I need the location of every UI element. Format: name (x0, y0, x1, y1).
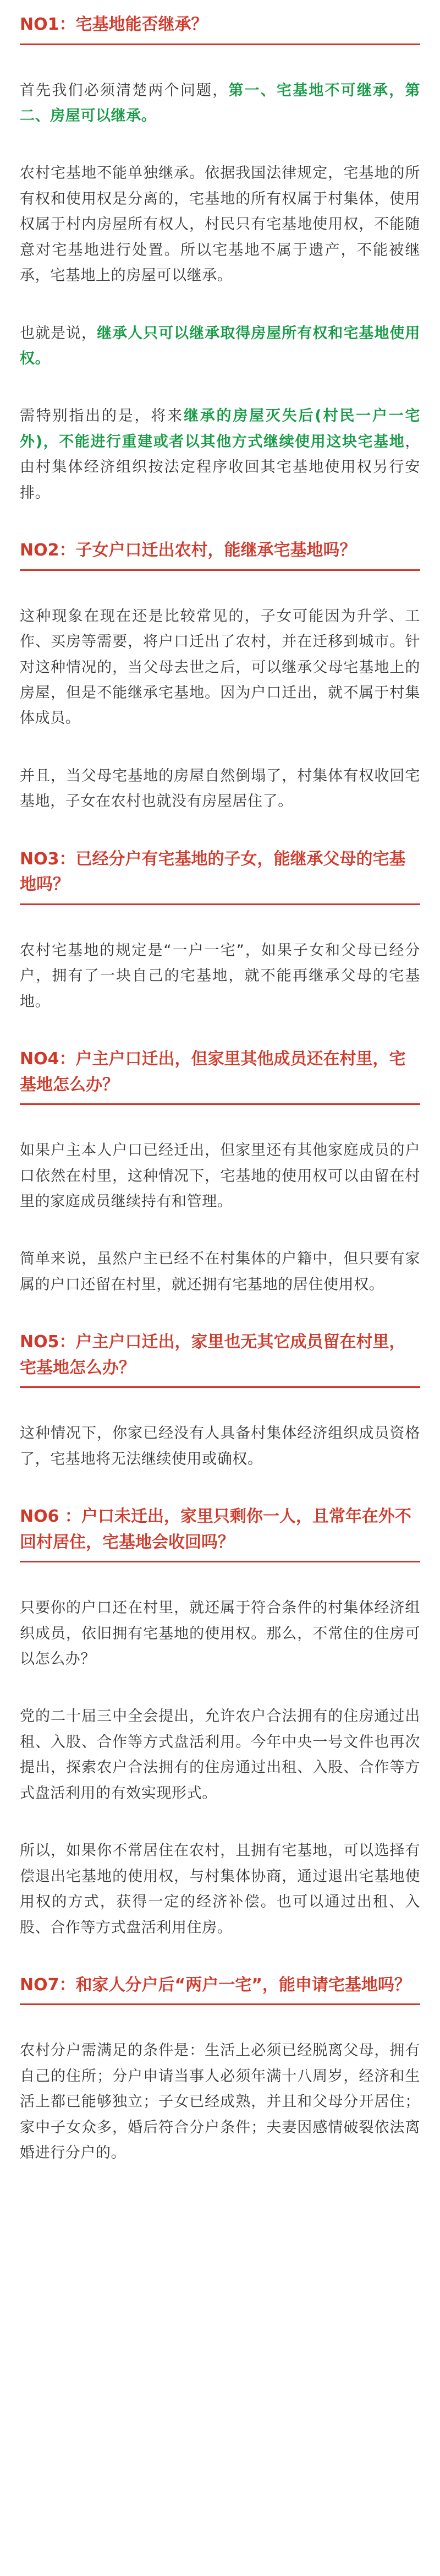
paragraph-text: 并且，当父母宅基地的房屋自然倒塌了，村集体有权收回宅基地，子女在农村也就没有房屋居住了。 (20, 767, 420, 810)
paragraph (20, 1838, 420, 1941)
paragraph-text: ，由村集体经济组织按法定程序收回其宅基地使用权另行安排。 (20, 433, 420, 502)
paragraph (20, 404, 420, 506)
paragraph-text: 这种情况下，你家已经没有人具备村集体经济组织成员资格了，宅基地将无法继续使用或确权。 (20, 1425, 420, 1468)
paragraph (20, 604, 420, 732)
paragraph (20, 1246, 420, 1298)
paragraph-text: 农村分户需满足的条件是：生活上必须已经脱离父母，拥有自己的住所；分户申请当事人必须年满十八周岁，经济和生活上都已能够独立；子女已经成熟，并且和父母分开居住；家中子女众多，婚后符合分户条件；夫妻因感情破裂依法离婚进行分户的。 (20, 2042, 420, 2162)
section-heading-wrap (20, 1504, 420, 1562)
paragraph (20, 1595, 420, 1672)
section-heading: NO4：户主户口迁出，但家里其他成员还在村里，宅基地怎么办？ (20, 1047, 420, 1105)
section-heading: NO7：和家人分户后“两户一宅”，能申请宅基地吗？ (20, 1973, 420, 2006)
section-heading: NO1：宅基地能否继承？ (20, 12, 420, 45)
paragraph-text: 党的二十届三中全会提出，允许农户合法拥有的住房通过出租、入股、合作等方式盘活利用。今年中央一号文件也再次提出，探索农户合法拥有的住房通过出租、入股、合作等方式盘活利用的有效实现形式。 (20, 1708, 420, 1802)
paragraph-text: 简单来说，虽然户主已经不在村集体的户籍中，但只要有家属的户口还留在村里，就还拥有宅基地的居住使用权。 (20, 1250, 420, 1293)
paragraph-text: 如果户主本人户口已经迁出，但家里还有其他家庭成员的户口依然在村里，这种情况下，宅基地的使用权可以由留在村里的家庭成员继续持有和管理。 (20, 1142, 420, 1210)
paragraph (20, 1421, 420, 1472)
section-heading-wrap (20, 1330, 420, 1388)
paragraph-text: 只要你的户口还在村里，就还属于符合条件的村集体经济组织成员，依旧拥有宅基地的使用权。那么，不常住的住房可以怎么办？ (20, 1599, 420, 1668)
highlighted-text: 继承人只可以继承取得房屋所有权和宅基地使用权。 (20, 324, 420, 367)
section-heading-wrap (20, 847, 420, 905)
section-heading: NO2：子女户口迁出农村，能继承宅基地吗？ (20, 538, 420, 571)
paragraph (20, 764, 420, 815)
section-heading: NO6 ：户口未迁出，家里只剩你一人，且常年在外不回村居住，宅基地会收回吗？ (20, 1504, 420, 1562)
paragraph (20, 2038, 420, 2166)
section-heading: NO3：已经分户有宅基地的子女，能继承父母的宅基地吗？ (20, 847, 420, 905)
paragraph-text: 农村宅基地的规定是“一户一宅”，如果子女和父母已经分户，拥有了一块自己的宅基地，就不能再继承父母的宅基地。 (20, 941, 420, 1010)
paragraph (20, 938, 420, 1015)
paragraph-text: 所以，如果你不常居住在农村，且拥有宅基地，可以选择有偿退出宅基地的使用权，与村集体协商，通过退出宅基地使用权的方式，获得一定的经济补偿。也可以通过出租、入股、合作等方式盘活利用住房。 (20, 1842, 420, 1936)
paragraph (20, 1704, 420, 1806)
paragraph (20, 161, 420, 288)
section-heading-wrap (20, 1047, 420, 1105)
section-heading-wrap (20, 12, 420, 45)
highlighted-text: 第一、宅基地不可继承，第二、房屋可以继承。 (20, 81, 420, 124)
section-heading-wrap (20, 1973, 420, 2006)
paragraph (20, 78, 420, 129)
paragraph (20, 321, 420, 372)
paragraph (20, 1138, 420, 1215)
paragraph-text: 需特别指出的是，将来 (20, 407, 184, 425)
paragraph-text: 也就是说， (20, 324, 97, 342)
article-body (20, 12, 420, 2166)
paragraph-text: 首先我们必须清楚两个问题， (20, 81, 229, 99)
section-heading-wrap (20, 538, 420, 571)
highlighted-text: 继承的房屋灭失后(村民一户一宅外)，不能进行重建或者以其他方式继续使用这块宅基地 (20, 407, 421, 450)
section-heading: NO5：户主户口迁出，家里也无其它成员留在村里，宅基地怎么办？ (20, 1330, 420, 1388)
paragraph-text: 这种现象在现在还是比较常见的，子女可能因为升学、工作、买房等需要，将户口迁出了农村，并在迁移到城市。针对这种情况的，当父母去世之后，可以继承父母宅基地上的房屋，但是不能继承宅基地。因为户口迁出，就不属于村集体成员。 (20, 607, 420, 727)
paragraph-text: 农村宅基地不能单独继承。依据我国法律规定，宅基地的所有权和使用权是分离的，宅基地的所有权属于村集体，使用权属于村内房屋所有权人，村民只有宅基地使用权，不能随意对宅基地进行处置。所以宅基地不属于遗产，不能被继承，宅基地上的房屋可以继承。 (20, 165, 420, 285)
